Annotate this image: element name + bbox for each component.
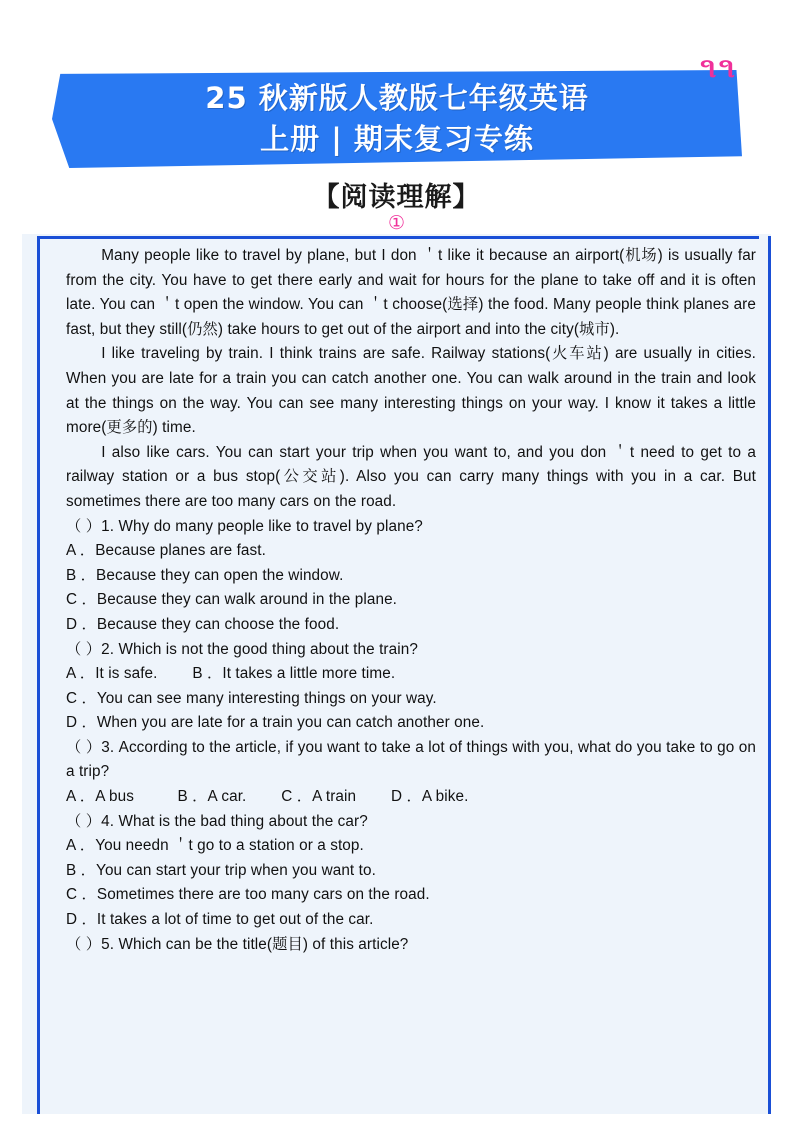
question-option[interactable]: C ．Sometimes there are too many cars on the road. — [66, 886, 430, 904]
question-option[interactable]: C ．Because they can walk around in the plane. — [66, 591, 398, 609]
question-option[interactable]: A ．You needn ＇t go to a station or a stop. — [66, 837, 364, 855]
passage-paragraph-3: I also like cars. You can start your trip when you want to, and you don ＇t need to get to a railway station or a bus stop(公交站). Also you can carry many things with you in a car. But sometimes there are too many cars on the road. — [66, 443, 756, 510]
quote-decoration-icon: ૧૧ — [700, 52, 738, 84]
passage-paragraph-2: I like traveling by train. I think trains are safe. Railway stations(火车站) are usually in cities. When you are late for a train you can catch another one. You can walk around in the train and look at the things on the way. You can see many interesting things on your way. I know it takes a little more(更多的) time. — [66, 345, 756, 437]
question-stem: （ ）1. Why do many people like to travel by plane? — [66, 517, 423, 535]
question-option[interactable]: A ．A bus B ．A car. C ．A train D ．A bike. — [66, 788, 469, 806]
question-stem: （ ）2. Which is not the good thing about the train? — [66, 640, 418, 658]
question-option[interactable]: C ．You can see many interesting things on your way. — [66, 689, 437, 707]
question-stem: （ ）4. What is the bad thing about the car? — [66, 812, 368, 830]
header-banner — [0, 60, 793, 180]
section-number: ① — [387, 212, 406, 234]
question-stem: （ ）5. Which can be the title(题目) of this article? — [66, 935, 409, 953]
question-stem: （ ）3. According to the article, if you want to take a lot of things with you, what do you take to go on a trip? — [66, 738, 756, 781]
page-subtitle: 【阅读理解】 — [312, 182, 481, 213]
passage-paragraph-1: Many people like to travel by plane, but I don ＇t like it because an airport(机场) is usually far from the city. You have to get there early and wait for hours for the plane to take off and it is often late. You can ＇t open the window. You can ＇t choose(选择) the food. Many people think planes are fast, but they still(仍然) take hours to get out of the airport and into the city(城市). — [66, 247, 756, 338]
banner-title-line2: 上册 | 期末复习专练 — [260, 122, 534, 156]
question-option[interactable]: A ．It is safe. B ．It takes a little more time. — [66, 665, 396, 683]
banner-title-line1: 25 秋新版人教版七年级英语 — [205, 81, 589, 115]
question-option[interactable]: B ．Because they can open the window. — [66, 566, 344, 584]
question-option[interactable]: D ．When you are late for a train you can catch another one. — [66, 714, 485, 732]
content-panel-right-border — [768, 236, 771, 1114]
question-option[interactable]: D ．It takes a lot of time to get out of the car. — [66, 911, 374, 929]
question-option[interactable]: A ．Because planes are fast. — [66, 542, 266, 560]
reading-passage-block — [66, 244, 756, 957]
question-option[interactable]: D ．Because they can choose the food. — [66, 615, 340, 633]
question-option[interactable]: B ．You can start your trip when you want to. — [66, 861, 376, 879]
banner-title — [52, 70, 742, 168]
